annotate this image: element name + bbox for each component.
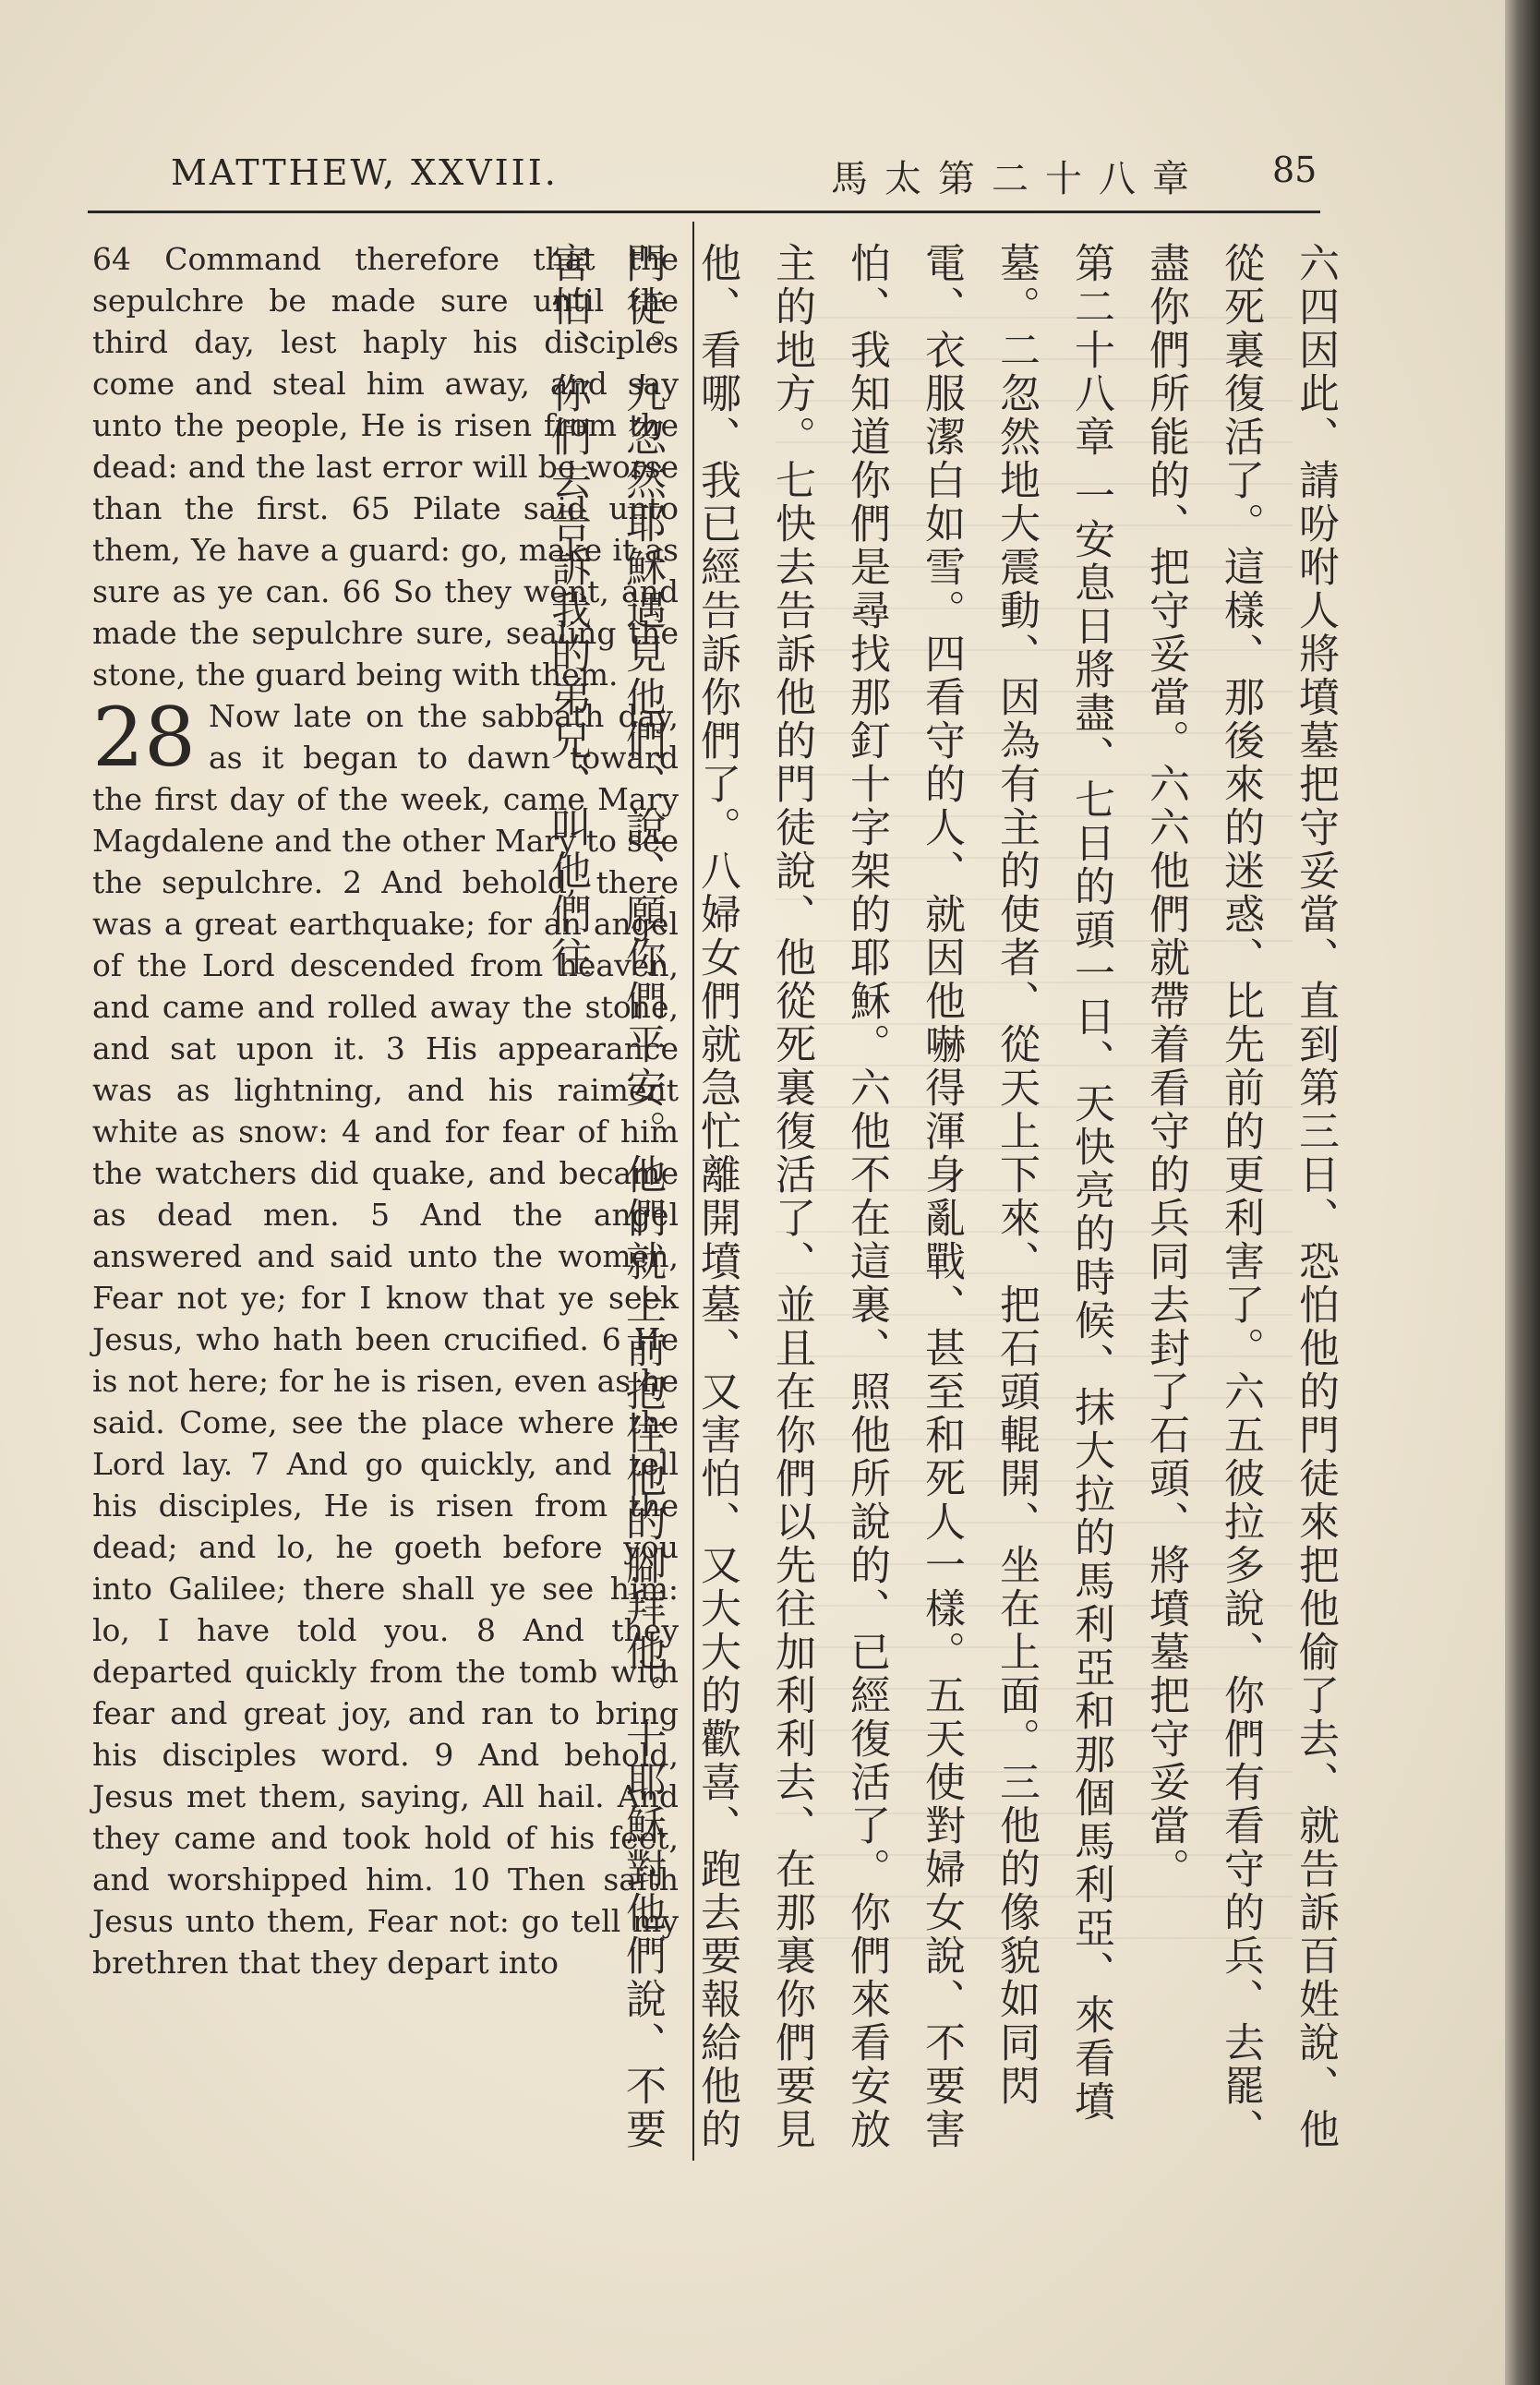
chinese-paragraph-1: 六四因此、請吩咐人將墳墓把守妥當、直到第三日、恐怕他的門徒來把他偷了去、就告訴百姓說、他從死裏復活了。這樣、那後來的迷惑、比先前的更利害了。六五彼拉多說、你們有看守的兵、去罷、盡你們所能的、把守妥當。六六他們就帶着看守的兵同去封了石頭、將墳墓把守妥當。 xyxy=(1142,242,1339,2151)
english-chapter-text: Now late on the sabbath day, as it began to dawn toward the first day of the week, came Mary Magdalene and the other Mary to see the sepulchre. 2 And behold, there was a great earthquake; for an angel of the Lord descended from heaven, and came and rolled away the stone, and sat upon it. 3 His appearance was as lightning, and his raiment white as snow: 4 and for fear of him the watchers did quake, and became as dead men. 5 And the angel answered and said unto the women, Fear not ye; for I know that ye seek Jesus, who hath been crucified. 6 He is not here; for he is risen, even as he said. Come, see the place where the Lord lay. 7 And go quickly, and tell his disciples, He is risen from the dead; and lo, he goeth before you into Galilee; there shall ye see him: lo, I have told you. 8 And they departed quickly from the tomb with fear and great joy, and ran to bring his disciples word. 9 And behold, Jesus met them, saying, All hail. And they came and took hold of his feet, and worshipped him. 10 Then saith Jesus unto them, Fear not: go tell my brethren that they depart into xyxy=(92,698,679,1981)
page-header xyxy=(0,0,1505,231)
chinese-paragraph-2: 第二十八章 一安息日將盡、七日的頭一日、天快亮的時候、抹大拉的馬利亞和那個馬利亞、來看墳墓。二忽然地大震動、因為有主的使者、從天上下來、把石頭輥開、坐在上面。三他的像貌如同閃電、衣服潔白如雪。四看守的人、就因他嚇得渾身亂戰、甚至和死人一樣。五天使對婦女說、不要害怕、我知道你們是尋找那釘十字架的耶穌。六他不在這裏、照他所說的、已經復活了。你們來看安放主的地方。七快去告訴他的門徒說、他從死裏復活了、並且在你們以先往加利利去、在那裏你們要見他、看哪、我已經告訴你們了。八婦女們就急忙離開墳墓、又害怕、又大大的歡喜、跑去要報給他的門徒。九忽然耶穌遇見他們、說、願你們平安。他們就上前抱住他的腳拜他。十耶穌對他們說、不要害怕、你們去告訴我的弟兄、叫他們往 xyxy=(544,242,1114,2151)
running-head-chinese: 馬太第二十八章 xyxy=(831,158,1206,200)
english-paragraph-1: 64 Command therefore that the sepulchre be made sure until the third day, lest haply his disciples come and steal him away, and say unto the people, He is risen from the dead: and the last error will be worse than the first. 65 Pilate said unto them, Ye have a guard: go, make it as sure as ye can. 66 So they went, and made the sepulchre sure, sealing the stone, the guard being with them. xyxy=(92,241,679,693)
running-head-english: MATTHEW, XXVIII. xyxy=(171,152,559,193)
page-number: 85 xyxy=(1272,150,1317,190)
header-rule xyxy=(88,211,1320,213)
book-binding-edge xyxy=(1505,0,1540,2385)
chinese-column xyxy=(544,242,1353,2162)
chapter-number: 28 xyxy=(92,690,196,785)
